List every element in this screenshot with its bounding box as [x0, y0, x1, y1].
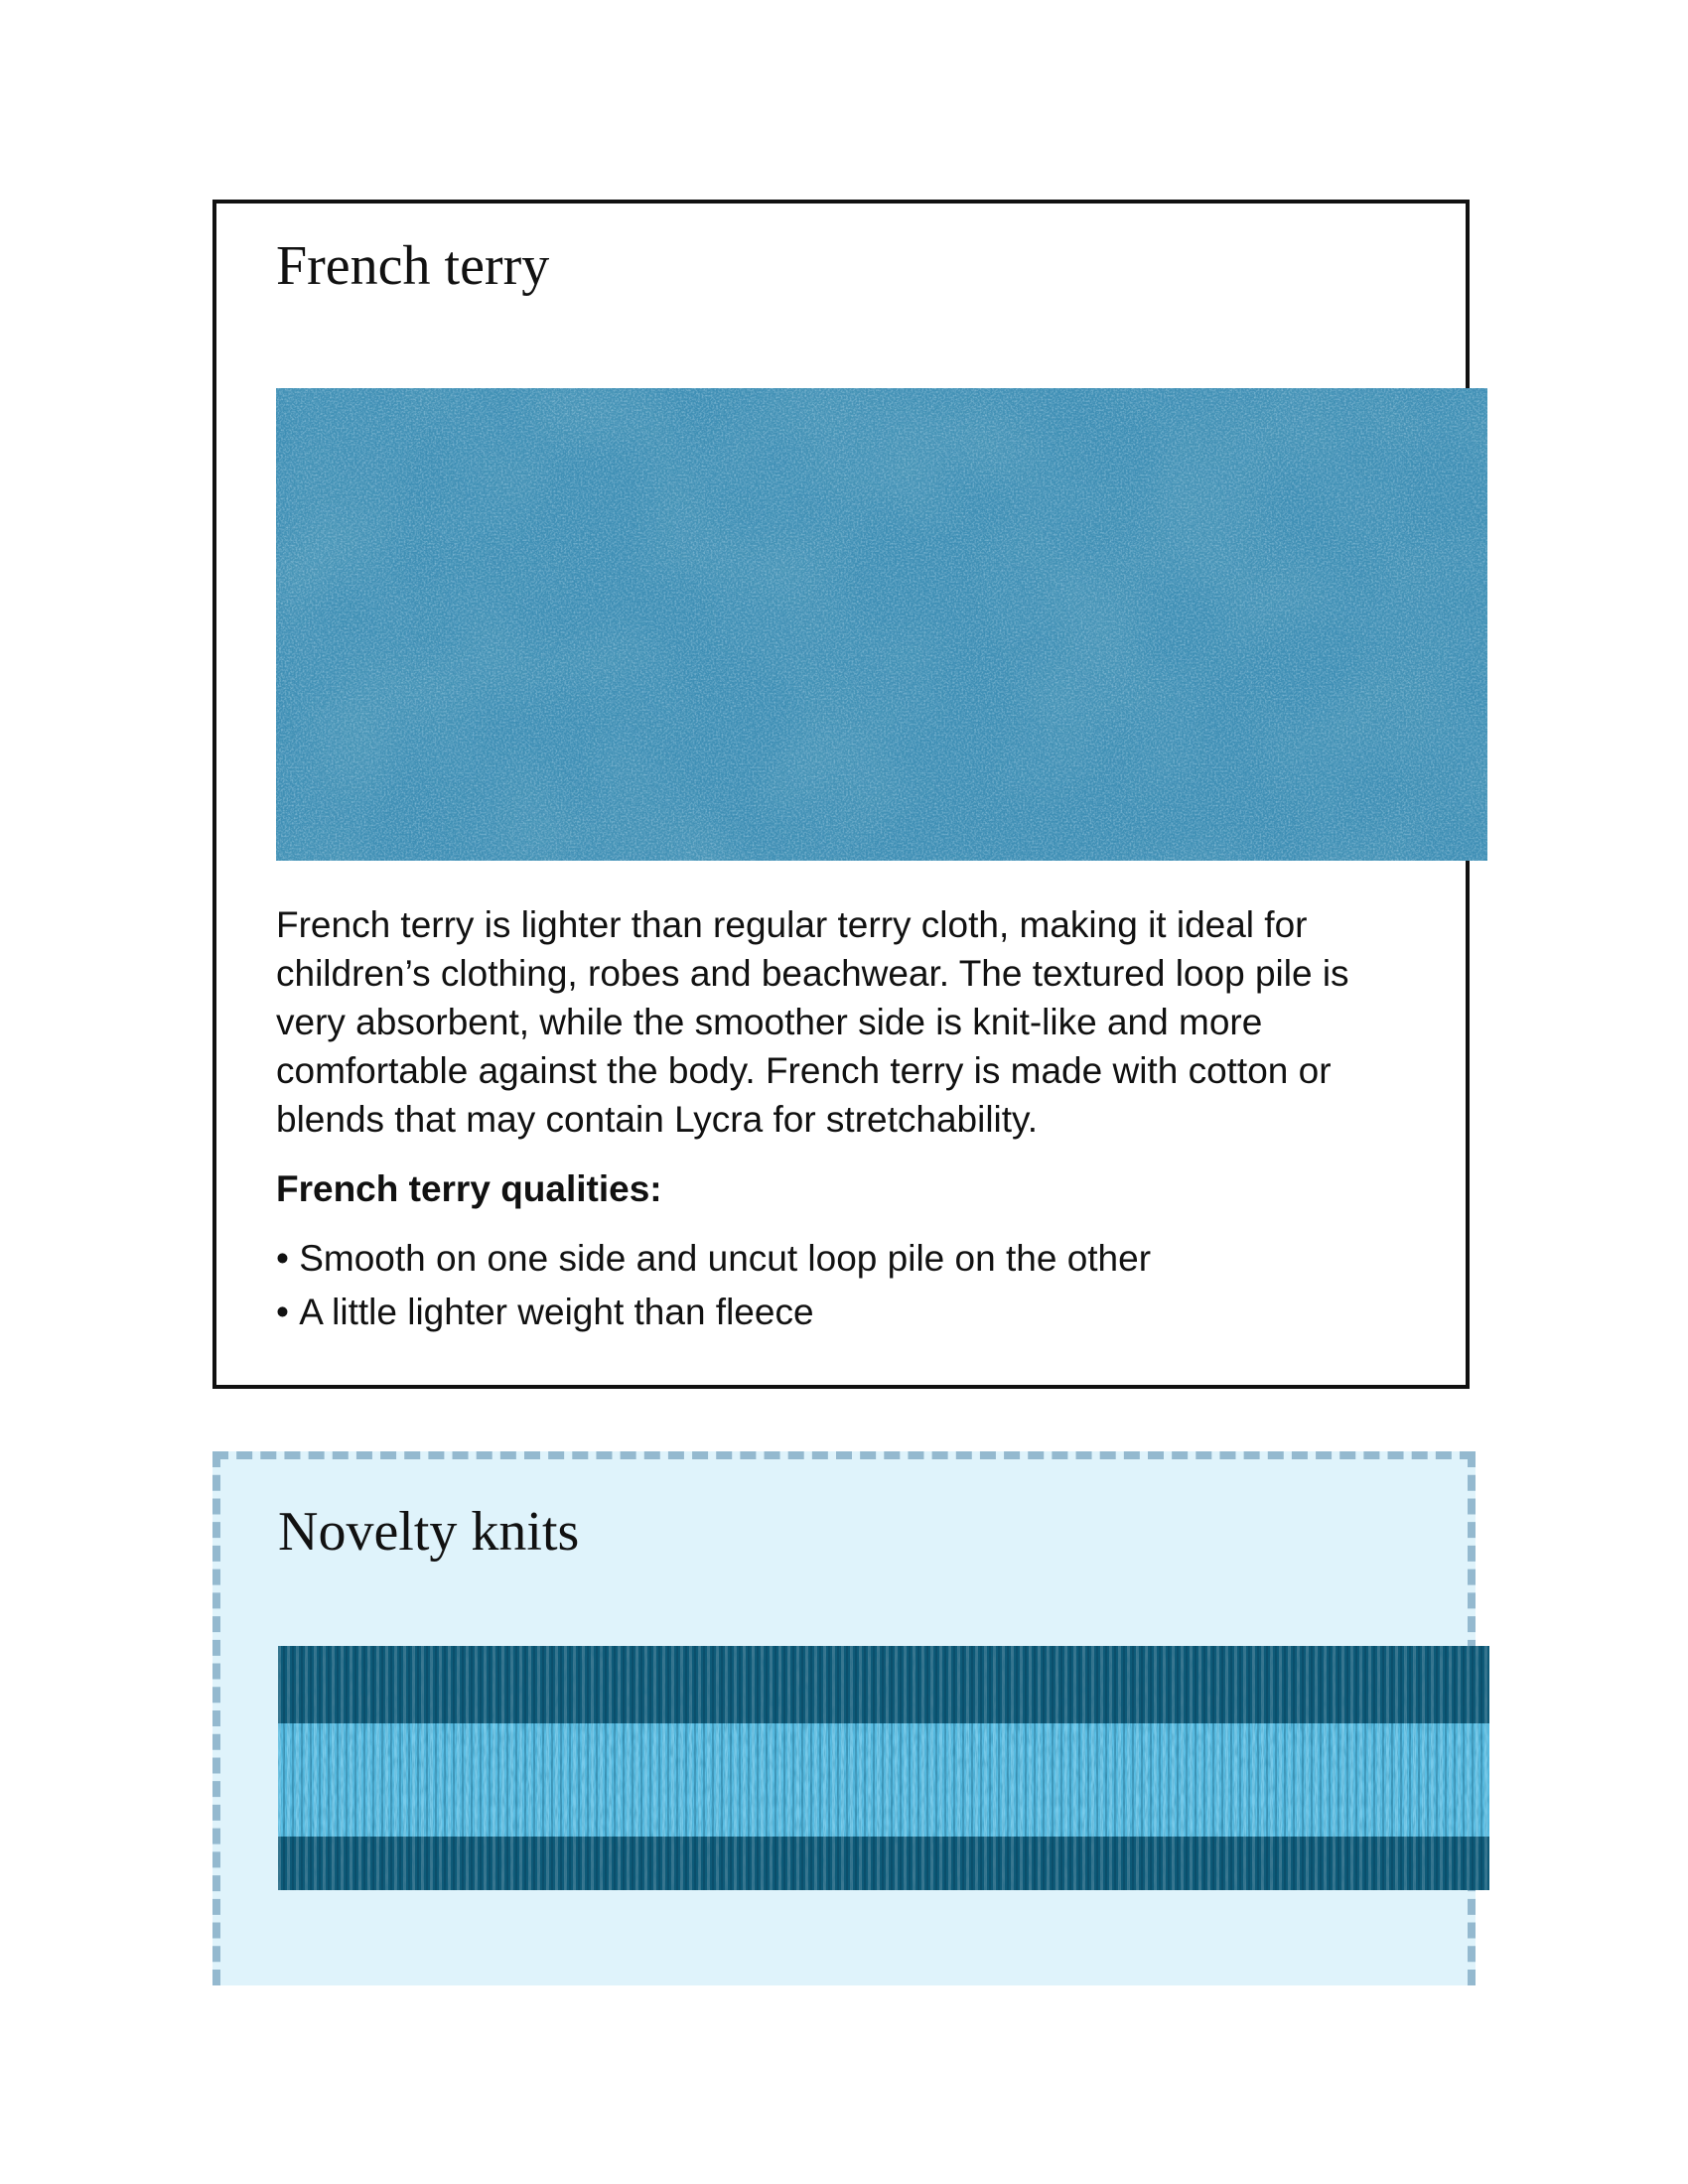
french-terry-card: [212, 200, 1470, 1389]
french-terry-qualities-list: [276, 1232, 1151, 1339]
french-terry-qualities-heading: French terry qualities:: [276, 1168, 662, 1209]
novelty-knits-card: [212, 1451, 1476, 1985]
french-terry-description: French terry is lighter than regular terry cloth, making it ideal for children’s clothing, robes and beachwear. The textured loop pile is very absorbent, while the smoother side is knit-like and more comfortable against the body. French terry is made with cotton or blends that may contain Lycra for stretchability.: [276, 904, 1349, 1140]
novelty-knits-swatch-image: [278, 1646, 1489, 1890]
list-item: • A little lighter weight than fleece: [276, 1286, 1151, 1339]
list-item: • Smooth on one side and uncut loop pile on the other: [276, 1232, 1151, 1286]
french-terry-swatch-image: [276, 388, 1487, 861]
french-terry-title: French terry: [276, 235, 550, 297]
novelty-knits-title: Novelty knits: [278, 1501, 580, 1563]
